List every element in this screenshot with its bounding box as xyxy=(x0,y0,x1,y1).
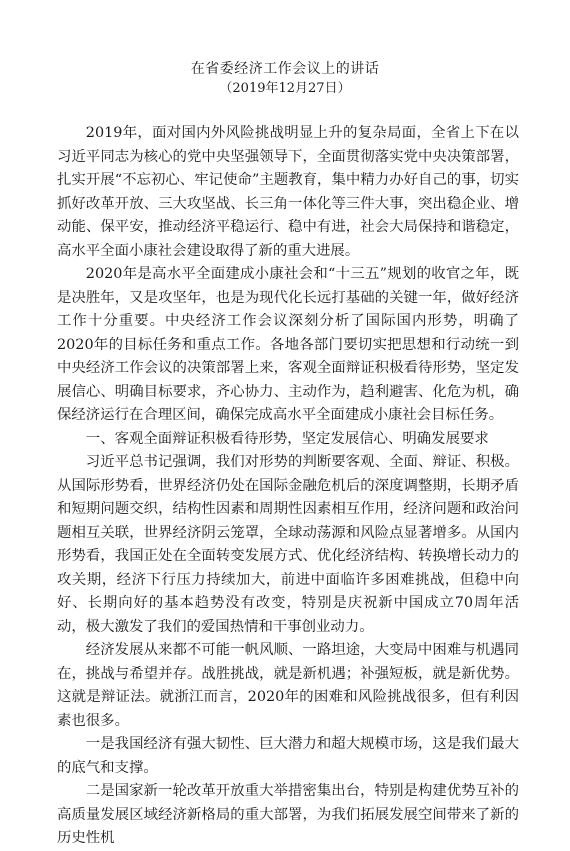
paragraph: 经济发展从来都不可能一帆风顺、一路坦途，大变局中困难与机遇同在，挑战与希望并存。战胜挑战，就是新机遇；补强短板，就是新优势。这就是辩证法。就浙江而言，2020年的困难和风险挑战很多，但有利因素也很多。 xyxy=(57,642,519,729)
paragraph: 一是我国经济有强大韧性、巨大潜力和超大规模市场，这是我们最大的底气和支撑。 xyxy=(57,736,519,776)
paragraph: 习近平总书记强调，我们对形势的判断要客观、全面、辩证、积极。从国际形势看，世界经济仍处在国际金融危机后的深度调整期，长期矛盾和短期问题交织，结构性因素和周期性因素相互作用，经济问题和政治问题相互关联，世界经济阴云笼罩，全球动荡源和风险点显著增多。从国内形势看，我国正处在全面转变发展方式、优化经济结构、转换增长动力的攻关期，经济下行压力持续加大，前进中面临许多困难挑战，但稳中向好、长期向好的基本趋势没有改变，特别是庆祝新中国成立70周年活动，极大激发了我们的爱国热情和干事创业动力。 xyxy=(57,454,519,635)
paragraph: 2020年是高水平全面建成小康社会和“十三五”规划的收官之年，既是决胜年，又是攻坚年，也是为现代化长远打基础的关键一年，做好经济工作十分重要。中央经济工作会议深刻分析了国际国内形势，明确了2020年的目标任务和重点工作。各地各部门要切实把思想和行动统一到中央经济工作会议的决策部署上来，客观全面辩证积极看待形势，坚定发展信心、明确目标要求，齐心协力、主动作为，趋利避害、化危为机，确保经济运行在合理区间，确保完成高水平全面建成小康社会目标任务。 xyxy=(57,266,519,423)
document-body xyxy=(57,122,519,851)
document-date: （2019年12月27日） xyxy=(219,81,351,96)
paragraph: 二是国家新一轮改革开放重大举措密集出台，特别是构建优势互补的高质量发展区域经济新格局的重大部署，为我们拓展发展空间带来了新的历史性机 xyxy=(57,783,519,846)
document-title: 在省委经济工作会议上的讲话 xyxy=(190,61,380,77)
paragraph: 2019年，面对国内外风险挑战明显上升的复杂局面，全省上下在以习近平同志为核心的党中央坚强领导下，全面贯彻落实党中央决策部署，扎实开展“不忘初心、牢记使命”主题教育，集中精力办好自己的事，切实抓好改革开放、三大攻坚战、长三角一体化等三件大事，突出稳企业、增动能、保平安，推动经济平稳运行、稳中有进，社会大局保持和谐稳定，高水平全面小康社会建设取得了新的重大进展。 xyxy=(57,125,519,259)
section-heading: 一、客观全面辩证积极看待形势，坚定发展信心、明确发展要求 xyxy=(85,430,489,447)
